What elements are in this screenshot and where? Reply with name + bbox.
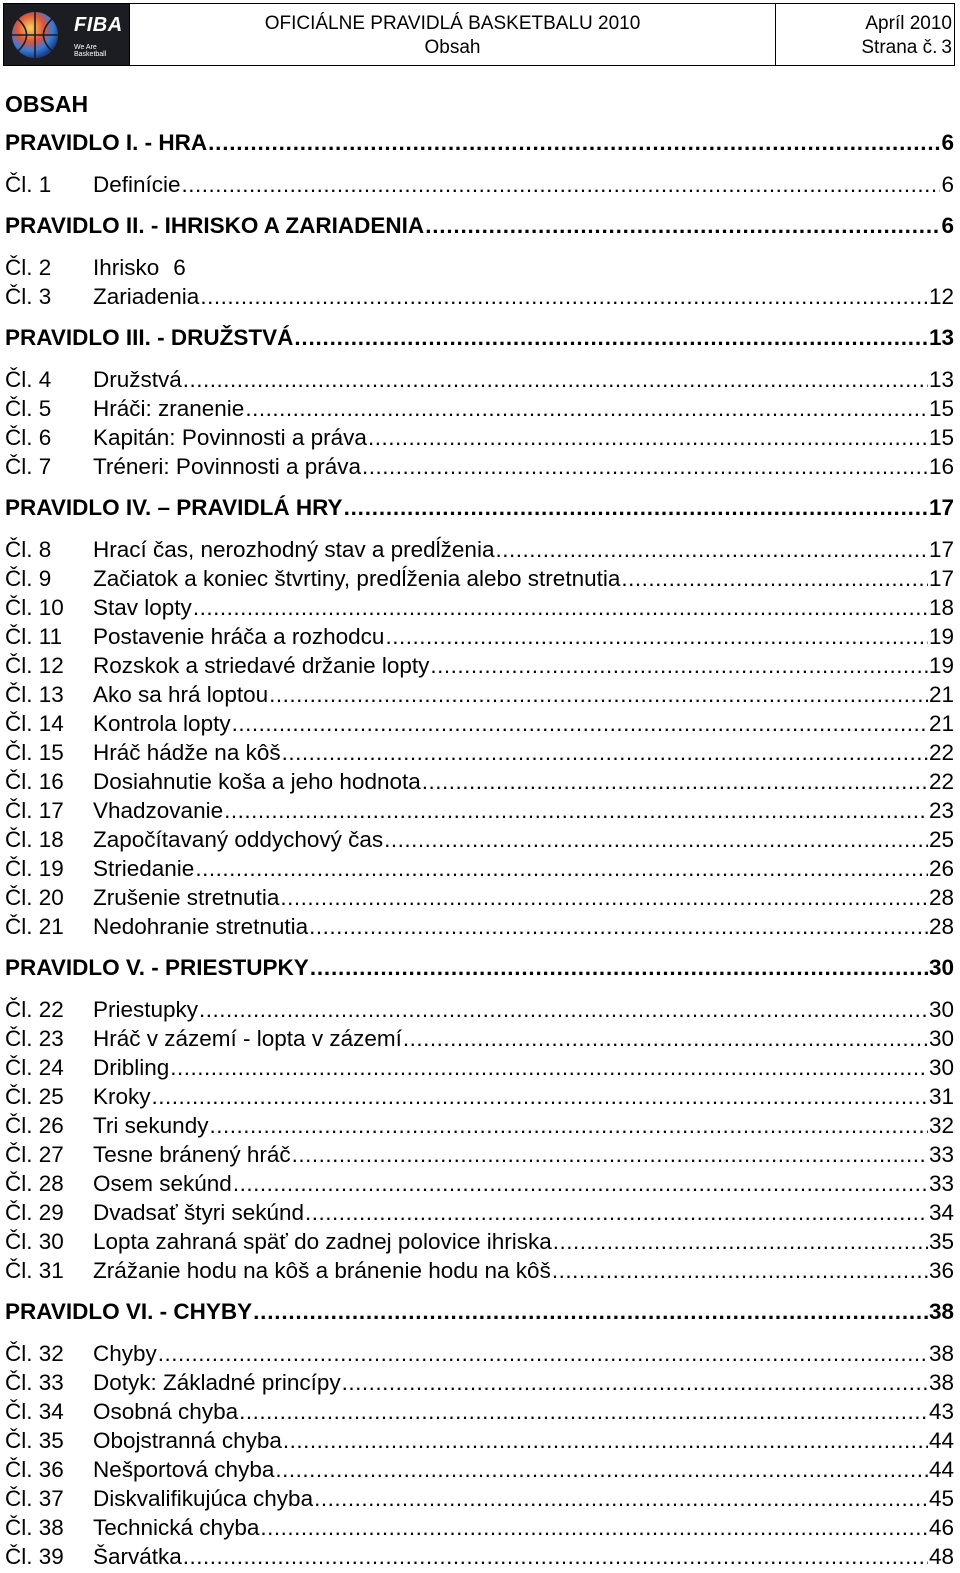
toc-page-number: 13 [928,325,954,350]
toc-article-row[interactable] [5,454,954,483]
toc-dot-leader [183,367,928,393]
toc-dot-leader [294,325,928,351]
toc-article-row[interactable] [5,1486,954,1515]
toc-page-number: 31 [928,1084,954,1109]
toc-article-title: Zrážanie hodu na kôš a bránenie hodu na kôš [93,1258,551,1283]
toc-page-number: 45 [928,1486,954,1511]
toc-article-title: Ako sa hrá loptou [93,682,269,707]
toc-article-title: Lopta zahraná späť do zadnej polovice ihriska [93,1229,552,1254]
toc-article-row[interactable] [5,1084,954,1113]
toc-article-row[interactable] [5,396,954,425]
toc-section-title: PRAVIDLO III. - DRUŽSTVÁ [5,325,294,350]
toc-article-title: Tri sekundy [93,1113,209,1138]
toc-page-number: 6 [941,213,954,238]
toc-section-row[interactable] [5,325,954,354]
toc-dot-leader [182,172,941,198]
toc-article-title: Stav lopty [93,595,192,620]
toc-section-row[interactable] [5,495,954,524]
toc-dot-leader [282,740,928,766]
toc-dot-leader [245,396,928,422]
toc-article-title: Hráči: zranenie [93,396,245,421]
toc-article-title: Definície [93,172,181,197]
toc-article-title: Hráč v zázemí - lopta v zázemí [93,1026,402,1051]
toc-article-row[interactable] [5,914,954,943]
toc-page-number: 34 [928,1200,954,1225]
toc-article-title: Priestupky [93,997,199,1022]
toc-page-number: 28 [928,914,954,939]
toc-dot-leader [283,1428,928,1454]
toc-article-title: Nedohranie stretnutia [93,914,309,939]
page-number: 3 [941,37,952,58]
toc-section-row[interactable] [5,955,954,984]
toc-article-row[interactable] [5,1113,954,1142]
toc-dot-leader [208,130,940,156]
toc-page-number: 23 [928,798,954,823]
toc-dot-leader [292,1142,928,1168]
toc-dot-leader [275,1457,928,1483]
document-title: OFICIÁLNE PRAVIDLÁ BASKETBALU 2010 [264,13,641,34]
toc-page-number: 6 [941,172,954,197]
toc-dot-leader [362,454,928,480]
toc-dot-leader [158,1341,928,1367]
toc-article-number: Čl. 24 [5,1055,64,1080]
toc-article-number: Čl. 1 [5,172,52,197]
toc-section-title: PRAVIDLO I. - HRA [5,130,208,155]
toc-article-row[interactable] [5,769,954,798]
document-title-cell [130,4,776,65]
toc-article-title: Kroky [93,1084,151,1109]
toc-article-number: Čl. 30 [5,1229,64,1254]
toc-dot-leader [269,682,928,708]
toc-article-title: Vhadzovanie [93,798,224,823]
toc-dot-leader [425,213,940,239]
toc-article-row[interactable] [5,537,954,566]
toc-article-number: Čl. 2 [5,255,52,280]
toc-article-number: Čl. 37 [5,1486,64,1511]
toc-page-number: 38 [928,1341,954,1366]
toc-article-title: Dotyk: Základné princípy [93,1370,341,1395]
toc-dot-leader [422,769,928,795]
toc-article-number: Čl. 34 [5,1399,64,1424]
toc-dot-leader [342,1370,928,1396]
toc-dot-leader [239,1399,928,1425]
toc-article-number: Čl. 15 [5,740,64,765]
toc-article-number: Čl. 26 [5,1113,64,1138]
toc-article-title: Začiatok a koniec štvrtiny, predĺženia alebo stretnutia [93,566,621,591]
toc-dot-leader [170,1055,928,1081]
toc-dot-leader [552,1258,928,1284]
toc-article-row[interactable] [5,1142,954,1171]
toc-dot-leader [200,284,928,310]
toc-article-row[interactable] [5,1399,954,1428]
toc-article-title: Dvadsať štyri sekúnd [93,1200,305,1225]
toc-dot-leader [280,885,928,911]
toc-article-number: Čl. 10 [5,595,64,620]
toc-article-number: Čl. 17 [5,798,64,823]
toc-section-title: PRAVIDLO V. - PRIESTUPKY [5,955,309,980]
toc-page-number: 6 [173,255,186,280]
toc-section-row[interactable] [5,130,954,159]
toc-article-row[interactable] [5,798,954,827]
toc-page-number: 48 [928,1544,954,1569]
toc-page-number: 17 [928,495,954,520]
toc-dot-leader [314,1486,928,1512]
toc-article-title: Dosiahnutie koša a jeho hodnota [93,769,421,794]
toc-article-row[interactable] [5,711,954,740]
toc-article-number: Čl. 23 [5,1026,64,1051]
toc-article-row[interactable] [5,255,954,284]
toc-article-number: Čl. 16 [5,769,64,794]
toc-article-number: Čl. 8 [5,537,52,562]
toc-dot-leader [199,997,928,1023]
toc-dot-leader [232,711,928,737]
toc-page-number: 13 [928,367,954,392]
toc-page-number: 25 [928,827,954,852]
toc-article-number: Čl. 29 [5,1200,64,1225]
toc-article-row[interactable] [5,856,954,885]
toc-article-row[interactable] [5,1370,954,1399]
toc-dot-leader [224,798,928,824]
toc-article-title: Družstvá [93,367,182,392]
toc-article-title: Postavenie hráča a rozhodcu [93,624,385,649]
toc-article-row[interactable] [5,1055,954,1084]
toc-page-number: 15 [928,425,954,450]
document-subtitle: Obsah [424,37,481,58]
toc-page-number: 26 [928,856,954,881]
toc-dot-leader [183,1544,928,1570]
toc-page-number: 33 [928,1171,954,1196]
toc-article-number: Čl. 20 [5,885,64,910]
toc-article-title: Zrušenie stretnutia [93,885,280,910]
toc-dot-leader [553,1229,928,1255]
toc-page-number: 36 [928,1258,954,1283]
toc-article-title: Kontrola lopty [93,711,231,736]
toc-article-title: Striedanie [93,856,195,881]
toc-page-number: 32 [928,1113,954,1138]
toc-page-number: 19 [928,653,954,678]
toc-page-number: 43 [928,1399,954,1424]
toc-article-number: Čl. 32 [5,1341,64,1366]
date-page-cell [776,4,954,65]
toc-page-number: 33 [928,1142,954,1167]
toc-page-number: 19 [928,624,954,649]
page-label: Strana č. [861,37,938,58]
toc-article-number: Čl. 12 [5,653,64,678]
toc-dot-leader [253,1299,928,1325]
toc-article-title: Kapitán: Povinnosti a práva [93,425,367,450]
toc-article-title: Obojstranná chyba [93,1428,282,1453]
toc-page-number: 38 [928,1370,954,1395]
toc-page-number: 15 [928,396,954,421]
toc-article-row[interactable] [5,1544,954,1573]
toc-dot-leader [195,856,928,882]
toc-article-row[interactable] [5,284,954,313]
toc-page-number: 12 [928,284,954,309]
toc-article-number: Čl. 3 [5,284,52,309]
toc-article-row[interactable] [5,740,954,769]
toc-section-title: PRAVIDLO II. - IHRISKO A ZARIADENIA [5,213,425,238]
document-date: Apríl 2010 [865,13,952,34]
toc-article-row[interactable] [5,1428,954,1457]
toc-article-title: Tesne bránený hráč [93,1142,291,1167]
toc-article-row[interactable] [5,1258,954,1287]
fiba-logo-tagline: We Are Basketball [74,44,107,58]
toc-page-number: 6 [941,130,954,155]
page-indicator [776,36,952,60]
toc-article-title: Započítavaný oddychový čas [93,827,384,852]
toc-page-number: 18 [928,595,954,620]
basketball-logo-icon [10,10,60,60]
toc-article-number: Čl. 18 [5,827,64,852]
toc-article-title: Osem sekúnd [93,1171,232,1196]
toc-article-number: Čl. 4 [5,367,52,392]
toc-dot-leader [152,1084,928,1110]
toc-article-number: Čl. 38 [5,1515,64,1540]
toc-article-number: Čl. 39 [5,1544,64,1569]
toc-page-number: 17 [928,537,954,562]
toc-dot-leader [385,624,928,650]
toc-article-row[interactable] [5,595,954,624]
toc-page-number: 21 [928,682,954,707]
toc-article-row[interactable] [5,997,954,1026]
toc-article-number: Čl. 11 [5,624,63,649]
toc-article-number: Čl. 31 [5,1258,64,1283]
toc-article-title: Hráč hádže na kôš [93,740,281,765]
toc-article-number: Čl. 27 [5,1142,64,1167]
toc-dot-leader [310,955,928,981]
toc-article-row[interactable] [5,885,954,914]
toc-article-row[interactable] [5,1515,954,1544]
toc-page-number: 17 [928,566,954,591]
toc-article-number: Čl. 22 [5,997,64,1022]
toc-article-title: Technická chyba [93,1515,260,1540]
toc-article-row[interactable] [5,682,954,711]
fiba-logo [4,4,130,65]
toc-article-row[interactable] [5,827,954,856]
toc-article-row[interactable] [5,425,954,454]
toc-article-row[interactable] [5,1229,954,1258]
toc-article-number: Čl. 33 [5,1370,64,1395]
toc-page-number: 28 [928,885,954,910]
toc-article-number: Čl. 5 [5,396,52,421]
toc-section-row[interactable] [5,213,954,242]
toc-article-row[interactable] [5,1026,954,1055]
toc-dot-leader [305,1200,928,1226]
toc-article-row[interactable] [5,172,954,201]
toc-page-number: 35 [928,1229,954,1254]
toc-page-number: 22 [928,740,954,765]
page-header [3,3,955,66]
toc-article-number: Čl. 7 [5,454,52,479]
toc-article-title: Nešportová chyba [93,1457,275,1482]
toc-article-title: Dribling [93,1055,170,1080]
toc-dot-leader [495,537,928,563]
toc-article-title: Rozskok a striedavé držanie lopty [93,653,430,678]
toc-page-number: 30 [928,955,954,980]
toc-section-title: PRAVIDLO IV. – PRAVIDLÁ HRY [5,495,343,520]
toc-dot-leader [233,1171,928,1197]
toc-dot-leader [209,1113,928,1139]
toc-dot-leader [368,425,928,451]
toc-article-row[interactable] [5,566,954,595]
toc-dot-leader [193,595,928,621]
toc-article-title: Šarvátka [93,1544,182,1569]
toc-dot-leader [403,1026,928,1052]
toc-article-number: Čl. 28 [5,1171,64,1196]
toc-article-title: Diskvalifikujúca chyba [93,1486,314,1511]
toc-page-number: 30 [928,1026,954,1051]
toc-dot-leader [260,1515,928,1541]
toc-page-number: 30 [928,997,954,1022]
toc-article-row[interactable] [5,653,954,682]
toc-article-title: Osobná chyba [93,1399,239,1424]
fiba-logo-text: FIBA [74,14,123,36]
toc-article-row[interactable] [5,624,954,653]
toc-dot-leader [430,653,928,679]
toc-article-number: Čl. 35 [5,1428,64,1453]
toc-article-number: Čl. 14 [5,711,64,736]
toc-article-number: Čl. 9 [5,566,52,591]
toc-article-number: Čl. 21 [5,914,64,939]
toc-article-row[interactable] [5,1171,954,1200]
toc-article-number: Čl. 19 [5,856,64,881]
toc-dot-leader [344,495,928,521]
toc-page-number: 44 [928,1428,954,1453]
toc-page-number: 16 [928,454,954,479]
toc-dot-leader [384,827,928,853]
toc-page-number: 21 [928,711,954,736]
toc-article-title: Ihrisko [93,255,160,280]
toc-article-number: Čl. 25 [5,1084,64,1109]
toc-article-row[interactable] [5,1457,954,1486]
toc-article-row[interactable] [5,1341,954,1370]
toc-page-number: 44 [928,1457,954,1482]
toc-page-number: 30 [928,1055,954,1080]
toc-dot-leader [621,566,928,592]
toc-article-row[interactable] [5,1200,954,1229]
toc-page-number: 46 [928,1515,954,1540]
toc-article-title: Hrací čas, nerozhodný stav a predĺženia [93,537,495,562]
toc-article-number: Čl. 6 [5,425,52,450]
toc-article-number: Čl. 13 [5,682,64,707]
toc-article-title: Chyby [93,1341,157,1366]
toc-page-number: 38 [928,1299,954,1324]
toc-article-title: Tréneri: Povinnosti a práva [93,454,362,479]
toc-section-row[interactable] [5,1299,954,1328]
toc-heading: OBSAH [5,91,89,117]
toc-section-title: PRAVIDLO VI. - CHYBY [5,1299,253,1324]
toc-article-row[interactable] [5,367,954,396]
toc-article-number: Čl. 36 [5,1457,64,1482]
toc-page-number: 22 [928,769,954,794]
toc-dot-leader [309,914,928,940]
toc-article-title: Zariadenia [93,284,200,309]
